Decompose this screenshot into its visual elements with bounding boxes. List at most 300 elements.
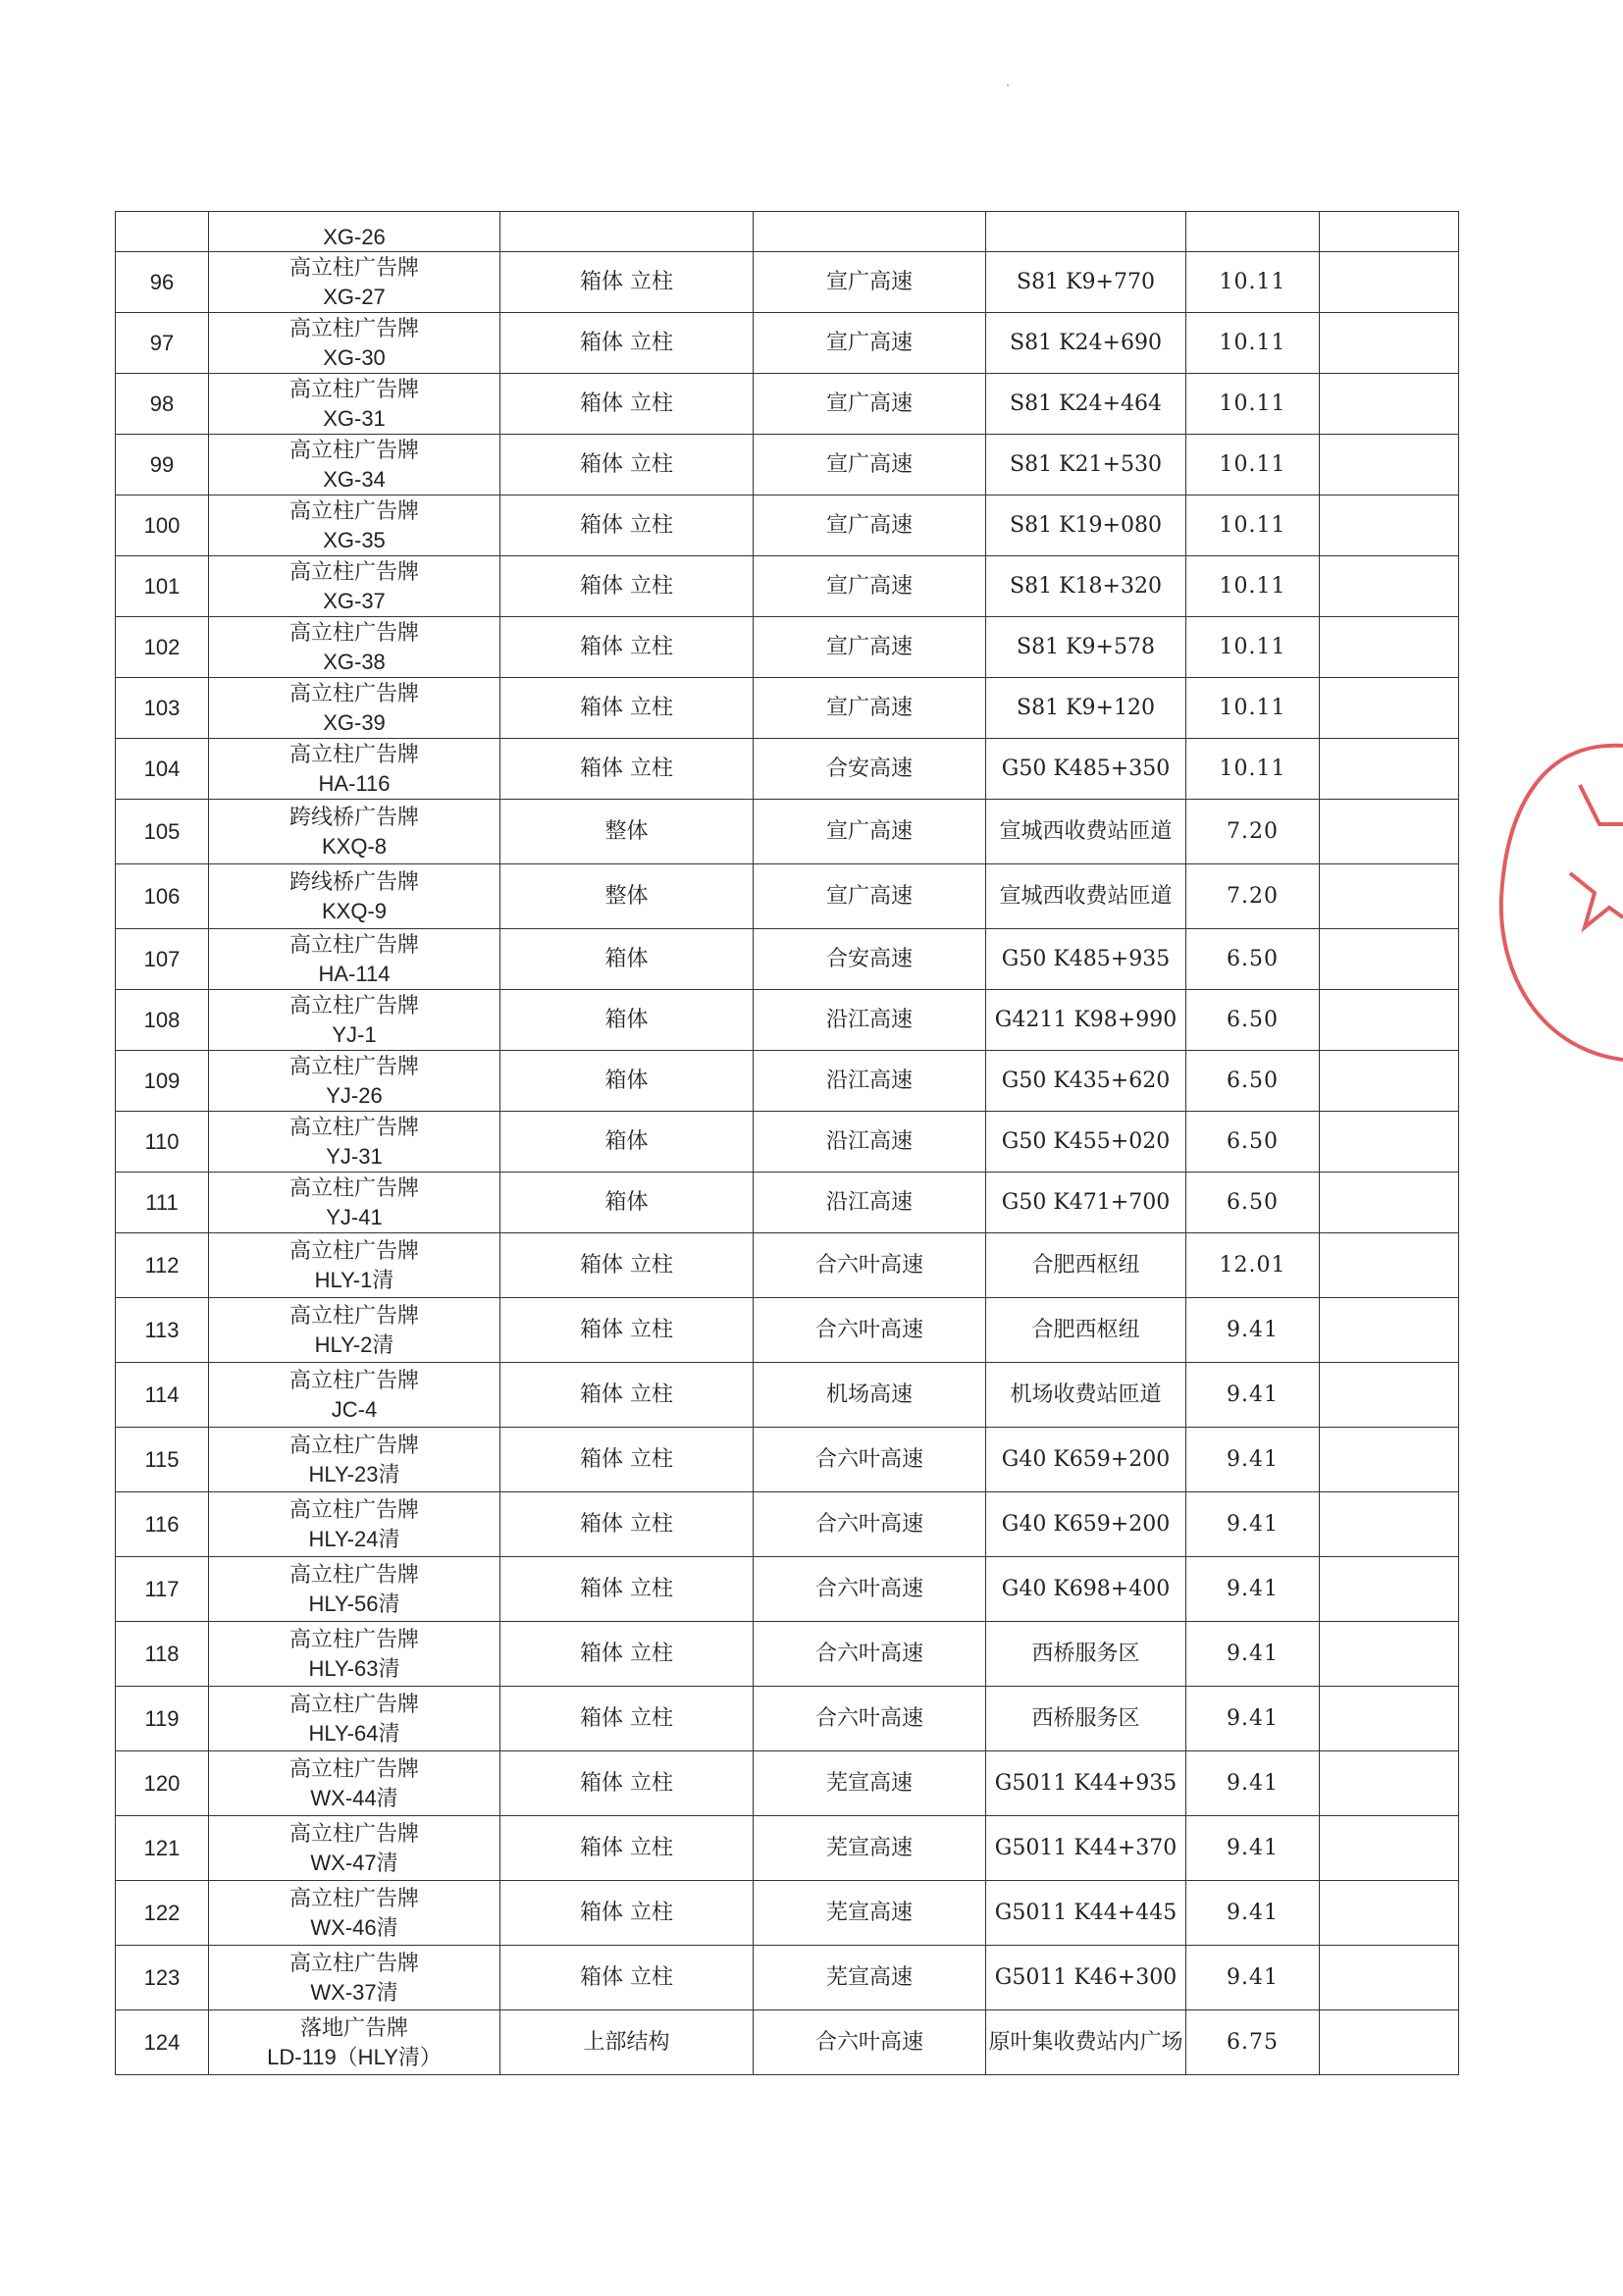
cell-name-title: 高立柱广告牌 xyxy=(288,1497,419,1523)
cell-location: S81 K21+530 xyxy=(986,435,1186,496)
cell-name xyxy=(209,556,500,617)
table-row xyxy=(116,556,1459,617)
cell-no: 117 xyxy=(116,1557,209,1622)
cell-note xyxy=(1320,374,1459,435)
table-row xyxy=(116,929,1459,990)
cell-name-code: XG-39 xyxy=(323,709,386,735)
cell-no: 98 xyxy=(116,374,209,435)
cell-type: 箱体 立柱 xyxy=(500,1946,754,2010)
cell-location: G50 K485+350 xyxy=(986,739,1186,800)
cell-road: 沿江高速 xyxy=(754,1051,986,1112)
cell-no: 111 xyxy=(116,1173,209,1233)
cell-no: 106 xyxy=(116,864,209,929)
cell-name xyxy=(209,678,500,739)
cell-area: 9.41 xyxy=(1186,1946,1320,2010)
table-row xyxy=(116,800,1459,864)
cell-type: 箱体 立柱 xyxy=(500,1687,754,1751)
table-row xyxy=(116,1298,1459,1363)
cell-type: 箱体 立柱 xyxy=(500,1751,754,1816)
cell-location: 西桥服务区 xyxy=(986,1622,1186,1687)
table-row xyxy=(116,1492,1459,1557)
cell-name-code: HLY-64清 xyxy=(308,1720,400,1746)
cell-note xyxy=(1320,1557,1459,1622)
cell-no: 102 xyxy=(116,617,209,678)
cell-name-code: XG-27 xyxy=(323,284,386,309)
cell-type: 整体 xyxy=(500,800,754,864)
cell-type: 箱体 立柱 xyxy=(500,739,754,800)
cell-location: S81 K9+578 xyxy=(986,617,1186,678)
cell-name xyxy=(209,1492,500,1557)
cell-area: 9.41 xyxy=(1186,1557,1320,1622)
cell-road: 宣广高速 xyxy=(754,435,986,496)
cell-no: 121 xyxy=(116,1816,209,1881)
cell-note xyxy=(1320,1051,1459,1112)
table-row xyxy=(116,1881,1459,1946)
cell-road: 合六叶高速 xyxy=(754,1428,986,1492)
cell-area: 9.41 xyxy=(1186,1622,1320,1687)
cell-location: G50 K471+700 xyxy=(986,1173,1186,1233)
cell-area: 9.41 xyxy=(1186,1687,1320,1751)
table-row xyxy=(116,2010,1459,2075)
cell-note xyxy=(1320,1492,1459,1557)
table-row xyxy=(116,990,1459,1051)
cell-location: G50 K485+935 xyxy=(986,929,1186,990)
cell-area: 12.01 xyxy=(1186,1233,1320,1298)
cell-name-title: 高立柱广告牌 xyxy=(288,1951,419,1976)
cell-note xyxy=(1320,1298,1459,1363)
table-row xyxy=(116,1363,1459,1428)
cell-road: 芜宣高速 xyxy=(754,1751,986,1816)
cell-name-title: 高立柱广告牌 xyxy=(288,1054,419,1079)
cell-name-code: YJ-26 xyxy=(326,1082,383,1108)
cell-no: 116 xyxy=(116,1492,209,1557)
cell-name-title: 高立柱广告牌 xyxy=(288,1433,419,1458)
table-row xyxy=(116,1816,1459,1881)
cell-note xyxy=(1320,496,1459,556)
table-row xyxy=(116,739,1459,800)
cell-name-title: 高立柱广告牌 xyxy=(288,681,419,706)
cell-name xyxy=(209,1173,500,1233)
cell-area: 10.11 xyxy=(1186,496,1320,556)
cell-name-title: 落地广告牌 xyxy=(299,2015,408,2041)
cell-no: 100 xyxy=(116,496,209,556)
cell-name-title: 高立柱广告牌 xyxy=(288,1238,419,1264)
cell-name xyxy=(209,1112,500,1173)
cell-no: 114 xyxy=(116,1363,209,1428)
cell-no: 97 xyxy=(116,313,209,374)
cell-name-title: 高立柱广告牌 xyxy=(288,1175,419,1201)
cell-road: 宣广高速 xyxy=(754,496,986,556)
cell-name xyxy=(209,1687,500,1751)
cell-area: 10.11 xyxy=(1186,739,1320,800)
cell-name xyxy=(209,1622,500,1687)
cell-road: 合六叶高速 xyxy=(754,1298,986,1363)
cell-note xyxy=(1320,1428,1459,1492)
cell-road: 机场高速 xyxy=(754,1363,986,1428)
cell-note xyxy=(1320,1622,1459,1687)
table-row xyxy=(116,678,1459,739)
cell-name-code: XG-26 xyxy=(323,225,386,249)
cell-location: 机场收费站匝道 xyxy=(986,1363,1186,1428)
cell-road: 宣广高速 xyxy=(754,556,986,617)
cell-area: 6.50 xyxy=(1186,929,1320,990)
cell-area: 6.75 xyxy=(1186,2010,1320,2075)
cell-road: 合六叶高速 xyxy=(754,1492,986,1557)
cell-name-title: 高立柱广告牌 xyxy=(288,377,419,402)
cell-name-code: JC-4 xyxy=(331,1396,378,1422)
cell-name-code: XG-37 xyxy=(323,588,386,613)
cell-location: 西桥服务区 xyxy=(986,1687,1186,1751)
cell-name xyxy=(209,374,500,435)
cell-name xyxy=(209,2010,500,2075)
cell-road: 合六叶高速 xyxy=(754,1622,986,1687)
cell-type: 箱体 xyxy=(500,990,754,1051)
cell-name-title: 高立柱广告牌 xyxy=(288,932,419,958)
cell-no: 110 xyxy=(116,1112,209,1173)
cell-name-code: YJ-31 xyxy=(326,1143,383,1169)
cell-type: 箱体 立柱 xyxy=(500,496,754,556)
cell-location: S81 K24+464 xyxy=(986,374,1186,435)
cell-location: S81 K18+320 xyxy=(986,556,1186,617)
cell-area: 10.11 xyxy=(1186,374,1320,435)
table-row xyxy=(116,1687,1459,1751)
cell-location: G40 K659+200 xyxy=(986,1492,1186,1557)
cell-road: 宣广高速 xyxy=(754,252,986,313)
cell-note xyxy=(1320,556,1459,617)
cell-area xyxy=(1186,212,1320,252)
cell-location: 原叶集收费站内广场 xyxy=(986,2010,1186,2075)
cell-name-title: 高立柱广告牌 xyxy=(288,1368,419,1393)
cell-road: 沿江高速 xyxy=(754,990,986,1051)
cell-no: 101 xyxy=(116,556,209,617)
cell-name xyxy=(209,212,500,252)
cell-note xyxy=(1320,1751,1459,1816)
cell-name xyxy=(209,496,500,556)
cell-name-code: XG-31 xyxy=(323,405,386,431)
cell-name xyxy=(209,864,500,929)
cell-type: 整体 xyxy=(500,864,754,929)
cell-location: G5011 K46+300 xyxy=(986,1946,1186,2010)
cell-name xyxy=(209,1751,500,1816)
cell-type: 箱体 立柱 xyxy=(500,1816,754,1881)
cell-name xyxy=(209,435,500,496)
table-row xyxy=(116,1173,1459,1233)
cell-name-title: 高立柱广告牌 xyxy=(288,1692,419,1717)
cell-area: 6.50 xyxy=(1186,1112,1320,1173)
cell-name xyxy=(209,313,500,374)
cell-type: 箱体 立柱 xyxy=(500,617,754,678)
cell-name xyxy=(209,252,500,313)
cell-no: 112 xyxy=(116,1233,209,1298)
cell-name xyxy=(209,990,500,1051)
cell-name-title: 跨线桥广告牌 xyxy=(288,805,419,830)
cell-type xyxy=(500,212,754,252)
table-body xyxy=(116,212,1459,2075)
cell-name-code: LD-119（HLY清） xyxy=(267,2044,442,2069)
cell-name-title: 高立柱广告牌 xyxy=(288,1821,419,1847)
cell-name-code: XG-30 xyxy=(323,344,386,370)
table-row xyxy=(116,1751,1459,1816)
cell-note xyxy=(1320,739,1459,800)
cell-name-title: 高立柱广告牌 xyxy=(288,438,419,463)
cell-note xyxy=(1320,1173,1459,1233)
cell-name-code: HLY-63清 xyxy=(308,1655,400,1681)
table-row-continued xyxy=(116,212,1459,252)
cell-type: 箱体 xyxy=(500,929,754,990)
cell-name-code: HLY-24清 xyxy=(308,1526,400,1551)
cell-name-code: WX-47清 xyxy=(310,1850,398,1875)
billboard-table xyxy=(115,211,1459,2075)
cell-name-code: HLY-56清 xyxy=(308,1591,400,1616)
cell-area: 6.50 xyxy=(1186,1173,1320,1233)
cell-name xyxy=(209,1881,500,1946)
cell-type: 箱体 xyxy=(500,1051,754,1112)
cell-area: 9.41 xyxy=(1186,1492,1320,1557)
table-row xyxy=(116,435,1459,496)
cell-name xyxy=(209,1051,500,1112)
seal-star xyxy=(1570,785,1623,927)
cell-note xyxy=(1320,252,1459,313)
cell-location: G50 K455+020 xyxy=(986,1112,1186,1173)
cell-name-title: 高立柱广告牌 xyxy=(288,559,419,585)
cell-type: 箱体 立柱 xyxy=(500,313,754,374)
table-row xyxy=(116,864,1459,929)
cell-name-code: YJ-1 xyxy=(332,1021,377,1047)
cell-name xyxy=(209,1233,500,1298)
cell-road: 合安高速 xyxy=(754,739,986,800)
cell-area: 9.41 xyxy=(1186,1428,1320,1492)
cell-type: 箱体 立柱 xyxy=(500,1363,754,1428)
cell-note xyxy=(1320,1363,1459,1428)
cell-type: 箱体 xyxy=(500,1112,754,1173)
cell-type: 箱体 xyxy=(500,1173,754,1233)
cell-name-title: 高立柱广告牌 xyxy=(288,1115,419,1140)
cell-no: 124 xyxy=(116,2010,209,2075)
cell-road: 合六叶高速 xyxy=(754,2010,986,2075)
cell-type: 箱体 立柱 xyxy=(500,252,754,313)
cell-no: 108 xyxy=(116,990,209,1051)
cell-note xyxy=(1320,864,1459,929)
cell-road: 合安高速 xyxy=(754,929,986,990)
cell-no: 105 xyxy=(116,800,209,864)
table-row xyxy=(116,1428,1459,1492)
cell-location: G40 K698+400 xyxy=(986,1557,1186,1622)
cell-name xyxy=(209,929,500,990)
cell-name-title: 高立柱广告牌 xyxy=(288,1562,419,1588)
cell-name-code: XG-35 xyxy=(323,527,386,552)
cell-road: 宣广高速 xyxy=(754,617,986,678)
cell-note xyxy=(1320,1881,1459,1946)
cell-type: 箱体 立柱 xyxy=(500,1622,754,1687)
table-row xyxy=(116,1233,1459,1298)
table-row xyxy=(116,1557,1459,1622)
cell-location xyxy=(986,212,1186,252)
cell-road: 合六叶高速 xyxy=(754,1233,986,1298)
cell-name-code: YJ-41 xyxy=(326,1204,383,1229)
cell-name xyxy=(209,1428,500,1492)
cell-area: 7.20 xyxy=(1186,864,1320,929)
seal-ring xyxy=(1501,746,1623,1060)
table-row xyxy=(116,374,1459,435)
cell-area: 9.41 xyxy=(1186,1881,1320,1946)
cell-name-code: HA-116 xyxy=(318,770,391,796)
cell-note xyxy=(1320,2010,1459,2075)
cell-location: G4211 K98+990 xyxy=(986,990,1186,1051)
cell-type: 箱体 立柱 xyxy=(500,678,754,739)
table-row xyxy=(116,1622,1459,1687)
table-row xyxy=(116,1112,1459,1173)
cell-type: 箱体 立柱 xyxy=(500,1881,754,1946)
cell-name xyxy=(209,1557,500,1622)
cell-name-code: WX-46清 xyxy=(310,1914,398,1940)
cell-name-code: HLY-23清 xyxy=(308,1461,400,1487)
cell-note xyxy=(1320,990,1459,1051)
cell-no: 99 xyxy=(116,435,209,496)
cell-location: 宣城西收费站匝道 xyxy=(986,800,1186,864)
cell-area: 9.41 xyxy=(1186,1363,1320,1428)
cell-name-code: WX-37清 xyxy=(310,1979,398,2005)
cell-location: G5011 K44+445 xyxy=(986,1881,1186,1946)
cell-name-title: 高立柱广告牌 xyxy=(288,1627,419,1652)
cell-no: 103 xyxy=(116,678,209,739)
cell-area: 10.11 xyxy=(1186,313,1320,374)
cell-road: 宣广高速 xyxy=(754,678,986,739)
cell-road xyxy=(754,212,986,252)
cell-no xyxy=(116,212,209,252)
cell-no: 118 xyxy=(116,1622,209,1687)
cell-area: 10.11 xyxy=(1186,617,1320,678)
cell-type: 箱体 立柱 xyxy=(500,374,754,435)
cell-type: 箱体 立柱 xyxy=(500,1428,754,1492)
cell-name-title: 高立柱广告牌 xyxy=(288,316,419,341)
cell-name xyxy=(209,1363,500,1428)
cell-name-code: XG-34 xyxy=(323,466,386,492)
cell-road: 宣广高速 xyxy=(754,313,986,374)
cell-road: 芜宣高速 xyxy=(754,1881,986,1946)
cell-location: G5011 K44+370 xyxy=(986,1816,1186,1881)
cell-road: 合六叶高速 xyxy=(754,1687,986,1751)
cell-name-code: KXQ-9 xyxy=(321,898,388,923)
cell-road: 合六叶高速 xyxy=(754,1557,986,1622)
cell-road: 宣广高速 xyxy=(754,864,986,929)
cell-location: S81 K19+080 xyxy=(986,496,1186,556)
cell-area: 10.11 xyxy=(1186,252,1320,313)
cell-road: 沿江高速 xyxy=(754,1173,986,1233)
cell-type: 箱体 立柱 xyxy=(500,1557,754,1622)
cell-note xyxy=(1320,1112,1459,1173)
cell-area: 10.11 xyxy=(1186,678,1320,739)
cell-note xyxy=(1320,678,1459,739)
cell-name-title: 跨线桥广告牌 xyxy=(288,869,419,895)
cell-name-code: HLY-2清 xyxy=(314,1331,394,1357)
cell-note xyxy=(1320,1816,1459,1881)
cell-no: 119 xyxy=(116,1687,209,1751)
cell-road: 宣广高速 xyxy=(754,374,986,435)
table-row xyxy=(116,1946,1459,2010)
table-row xyxy=(116,617,1459,678)
cell-area: 7.20 xyxy=(1186,800,1320,864)
cell-name xyxy=(209,1816,500,1881)
cell-name xyxy=(209,1298,500,1363)
cell-area: 9.41 xyxy=(1186,1298,1320,1363)
cell-no: 96 xyxy=(116,252,209,313)
cell-no: 123 xyxy=(116,1946,209,2010)
cell-note xyxy=(1320,617,1459,678)
cell-name-code: KXQ-8 xyxy=(321,833,388,859)
cell-name-title: 高立柱广告牌 xyxy=(288,1303,419,1329)
cell-road: 芜宣高速 xyxy=(754,1946,986,2010)
cell-name-title: 高立柱广告牌 xyxy=(288,1756,419,1782)
cell-note xyxy=(1320,1946,1459,2010)
cell-name-title: 高立柱广告牌 xyxy=(288,742,419,767)
cell-location: S81 K9+770 xyxy=(986,252,1186,313)
cell-name-code: HLY-1清 xyxy=(314,1267,394,1292)
cell-no: 120 xyxy=(116,1751,209,1816)
cell-type: 箱体 立柱 xyxy=(500,556,754,617)
cell-name-title: 高立柱广告牌 xyxy=(288,620,419,646)
cell-name-title: 高立柱广告牌 xyxy=(288,498,419,524)
cell-no: 122 xyxy=(116,1881,209,1946)
cell-location: 宣城西收费站匝道 xyxy=(986,864,1186,929)
cell-name-code: WX-44清 xyxy=(310,1785,398,1810)
cell-location: S81 K24+690 xyxy=(986,313,1186,374)
cell-area: 10.11 xyxy=(1186,556,1320,617)
cell-type: 箱体 立柱 xyxy=(500,1233,754,1298)
cell-area: 9.41 xyxy=(1186,1816,1320,1881)
cell-location: 合肥西枢纽 xyxy=(986,1298,1186,1363)
cell-road: 宣广高速 xyxy=(754,800,986,864)
cell-name xyxy=(209,800,500,864)
cell-name-title: 高立柱广告牌 xyxy=(288,993,419,1018)
table-row xyxy=(116,1051,1459,1112)
cell-name-title: 高立柱广告牌 xyxy=(288,1886,419,1911)
cell-note xyxy=(1320,212,1459,252)
cell-note xyxy=(1320,929,1459,990)
cell-type: 箱体 立柱 xyxy=(500,1492,754,1557)
cell-no: 109 xyxy=(116,1051,209,1112)
cell-location: G40 K659+200 xyxy=(986,1428,1186,1492)
cell-name xyxy=(209,739,500,800)
cell-type: 上部结构 xyxy=(500,2010,754,2075)
cell-name-title: 高立柱广告牌 xyxy=(288,255,419,281)
cell-note xyxy=(1320,435,1459,496)
cell-road: 芜宣高速 xyxy=(754,1816,986,1881)
cell-location: S81 K9+120 xyxy=(986,678,1186,739)
cell-type: 箱体 立柱 xyxy=(500,1298,754,1363)
cell-note xyxy=(1320,800,1459,864)
cell-location: 合肥西枢纽 xyxy=(986,1233,1186,1298)
cell-area: 6.50 xyxy=(1186,990,1320,1051)
cell-location: G5011 K44+935 xyxy=(986,1751,1186,1816)
cell-name-code: HA-114 xyxy=(318,961,391,986)
cell-area: 6.50 xyxy=(1186,1051,1320,1112)
cell-area: 9.41 xyxy=(1186,1751,1320,1816)
scan-speck xyxy=(1007,84,1009,86)
cell-name-code: XG-38 xyxy=(323,649,386,674)
cell-road: 沿江高速 xyxy=(754,1112,986,1173)
cell-no: 107 xyxy=(116,929,209,990)
cell-note xyxy=(1320,1687,1459,1751)
cell-type: 箱体 立柱 xyxy=(500,435,754,496)
cell-area: 10.11 xyxy=(1186,435,1320,496)
red-seal-stamp xyxy=(1487,726,1623,1079)
cell-no: 104 xyxy=(116,739,209,800)
cell-no: 115 xyxy=(116,1428,209,1492)
table-row xyxy=(116,313,1459,374)
cell-note xyxy=(1320,1233,1459,1298)
cell-no: 113 xyxy=(116,1298,209,1363)
cell-note xyxy=(1320,313,1459,374)
